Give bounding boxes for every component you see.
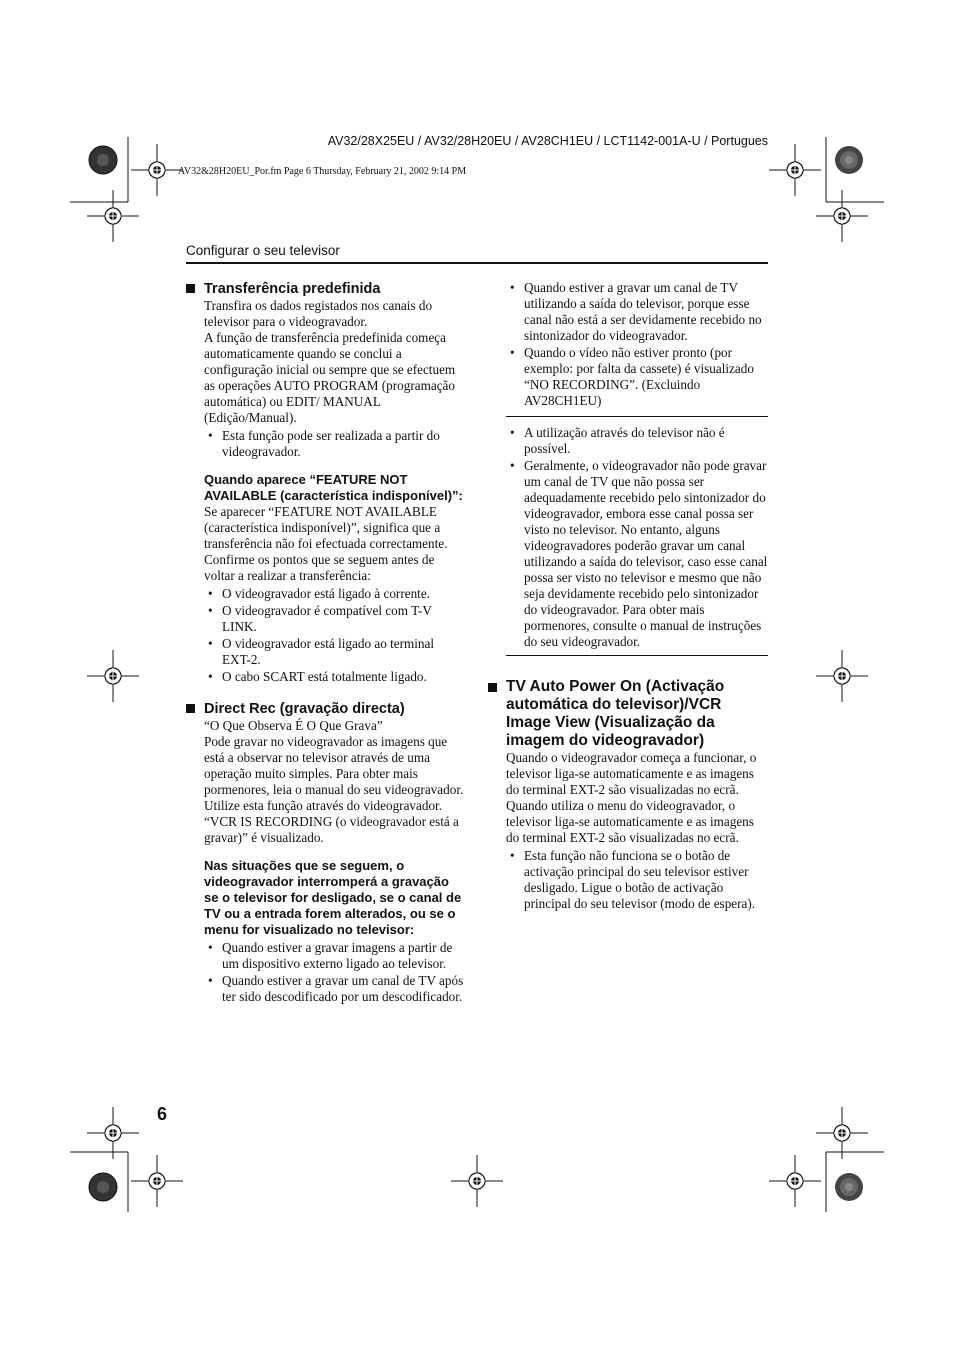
list-item: • Quando estiver a gravar um canal de TV utilizando a saída do televisor, porque esse canal não está a ser devidamente recebido no sintonizador do videogravador. [506, 280, 768, 344]
list-item: • Quando estiver a gravar um canal de TV após ter sido descodificado por um descodificador. [204, 973, 464, 1005]
bullet-list [506, 848, 768, 912]
list-item: • Geralmente, o videogravador não pode gravar um canal de TV que não possa ser adequadamente recebido pelo sintonizador do videogravador, embora esse canal possa ser visto no televisor. No entanto, alguns videogravadores poderão gravar um canal utilizando a saída do televisor, caso esse canal possa ser visto no televisor e mesmo que não seja devidamente recebido pelo sintonizador do videogravador. Para obter mais pormenores, consulte o manual de instruções do seu videogravador. [506, 458, 768, 650]
heading-direct-rec: Direct Rec (gravação directa) [186, 700, 464, 718]
page-number: 6 [157, 1104, 168, 1124]
list-item: • O videogravador está ligado à corrente. [204, 586, 464, 602]
paragraph: Pode gravar no videogravador as imagens que está a observar no televisor através de uma operação muito simples. Para obter mais pormenores, leia o manual do seu videogravador. Utilize esta função através do videogravador. “VCR IS RECORDING (o videogravador está a gravar)” é visualizado. [204, 734, 464, 845]
list-item: • Quando estiver a gravar imagens a partir de um dispositivo externo ligado ao televisor. [204, 940, 464, 972]
paragraph: Quando utiliza o menu do videogravador, o televisor liga-se automaticamente e as imagens do terminal EXT-2 são visualizadas no ecrã. [506, 798, 754, 845]
paragraph: Quando o videogravador começa a funcionar, o televisor liga-se automaticamente e as imagens do terminal EXT-2 são visualizadas no ecrã. [506, 750, 757, 797]
transferencia-body [204, 298, 464, 426]
bullet-list [204, 940, 464, 1005]
list-item: • A utilização através do televisor não é possível. [506, 425, 768, 457]
subheading-feature-not-available: Quando aparece “FEATURE NOT AVAILABLE (característica indisponível)”: [204, 472, 463, 503]
square-bullet-icon [186, 284, 195, 293]
divider [506, 416, 768, 417]
square-bullet-icon [186, 704, 195, 713]
file-stamp: AV32&28H20EU_Por.fm Page 6 Thursday, February 21, 2002 9:14 PM [178, 166, 467, 177]
divider [506, 655, 768, 656]
list-item: • Quando o vídeo não estiver pronto (por exemplo: por falta da cassete) é visualizado “NO RECORDING”. (Excluindo AV28CH1EU) [506, 345, 768, 409]
right-column [506, 280, 768, 913]
bullet-list [506, 425, 768, 650]
square-bullet-icon [488, 683, 497, 692]
paragraph: “O Que Observa É O Que Grava” [204, 718, 383, 733]
feature-body [204, 504, 464, 584]
list-item: • Esta função pode ser realizada a partir do videogravador. [204, 428, 464, 460]
section-title: Configurar o seu televisor [186, 243, 340, 258]
paragraph: A função de transferência predefinida começa automaticamente quando se conclui a configuração inicial ou sempre que se efectuem as operações AUTO PROGRAM (programação automática) ou EDIT/ MANUAL (Edição/Manual). [204, 330, 456, 425]
heading-tv-auto-power-on: TV Auto Power On (Activação automática do televisor)/VCR Image View (Visualização da imagem do videogravador) [506, 678, 768, 750]
model-header: AV32/28X25EU / AV32/28H20EU / AV28CH1EU / LCT1142-001A-U / Portugues [327, 134, 768, 148]
paragraph: Transfira os dados registados nos canais do televisor para o videogravador. [204, 298, 433, 329]
header-rule [186, 262, 768, 264]
heading-transferencia: Transferência predefinida [186, 280, 464, 298]
paragraph: Se aparecer “FEATURE NOT AVAILABLE (característica indisponível)”, significa que a transferência não foi efectuada correctamente. Confirme os pontos que se seguem antes de voltar a realizar a transferência: [204, 504, 448, 583]
subheading-situacoes: Nas situações que se seguem, o videogravador interromperá a gravação se o televisor for desligado, se o canal de TV ou a entrada forem alterados, ou se o menu for visualizado no televisor: [204, 858, 462, 937]
tv-auto-power-body [506, 750, 768, 846]
checklist [204, 586, 464, 685]
list-item: • O videogravador está ligado ao terminal EXT-2. [204, 636, 464, 668]
list-item: • O cabo SCART está totalmente ligado. [204, 669, 464, 685]
list-item: • O videogravador é compatível com T-V LINK. [204, 603, 464, 635]
direct-rec-body [204, 718, 464, 846]
bullet-list [204, 428, 464, 460]
left-column [186, 280, 464, 1006]
list-item: • Esta função não funciona se o botão de activação principal do seu televisor estiver desligado. Ligue o botão de activação principal do seu televisor (modo de espera). [506, 848, 768, 912]
bullet-list [506, 280, 768, 409]
